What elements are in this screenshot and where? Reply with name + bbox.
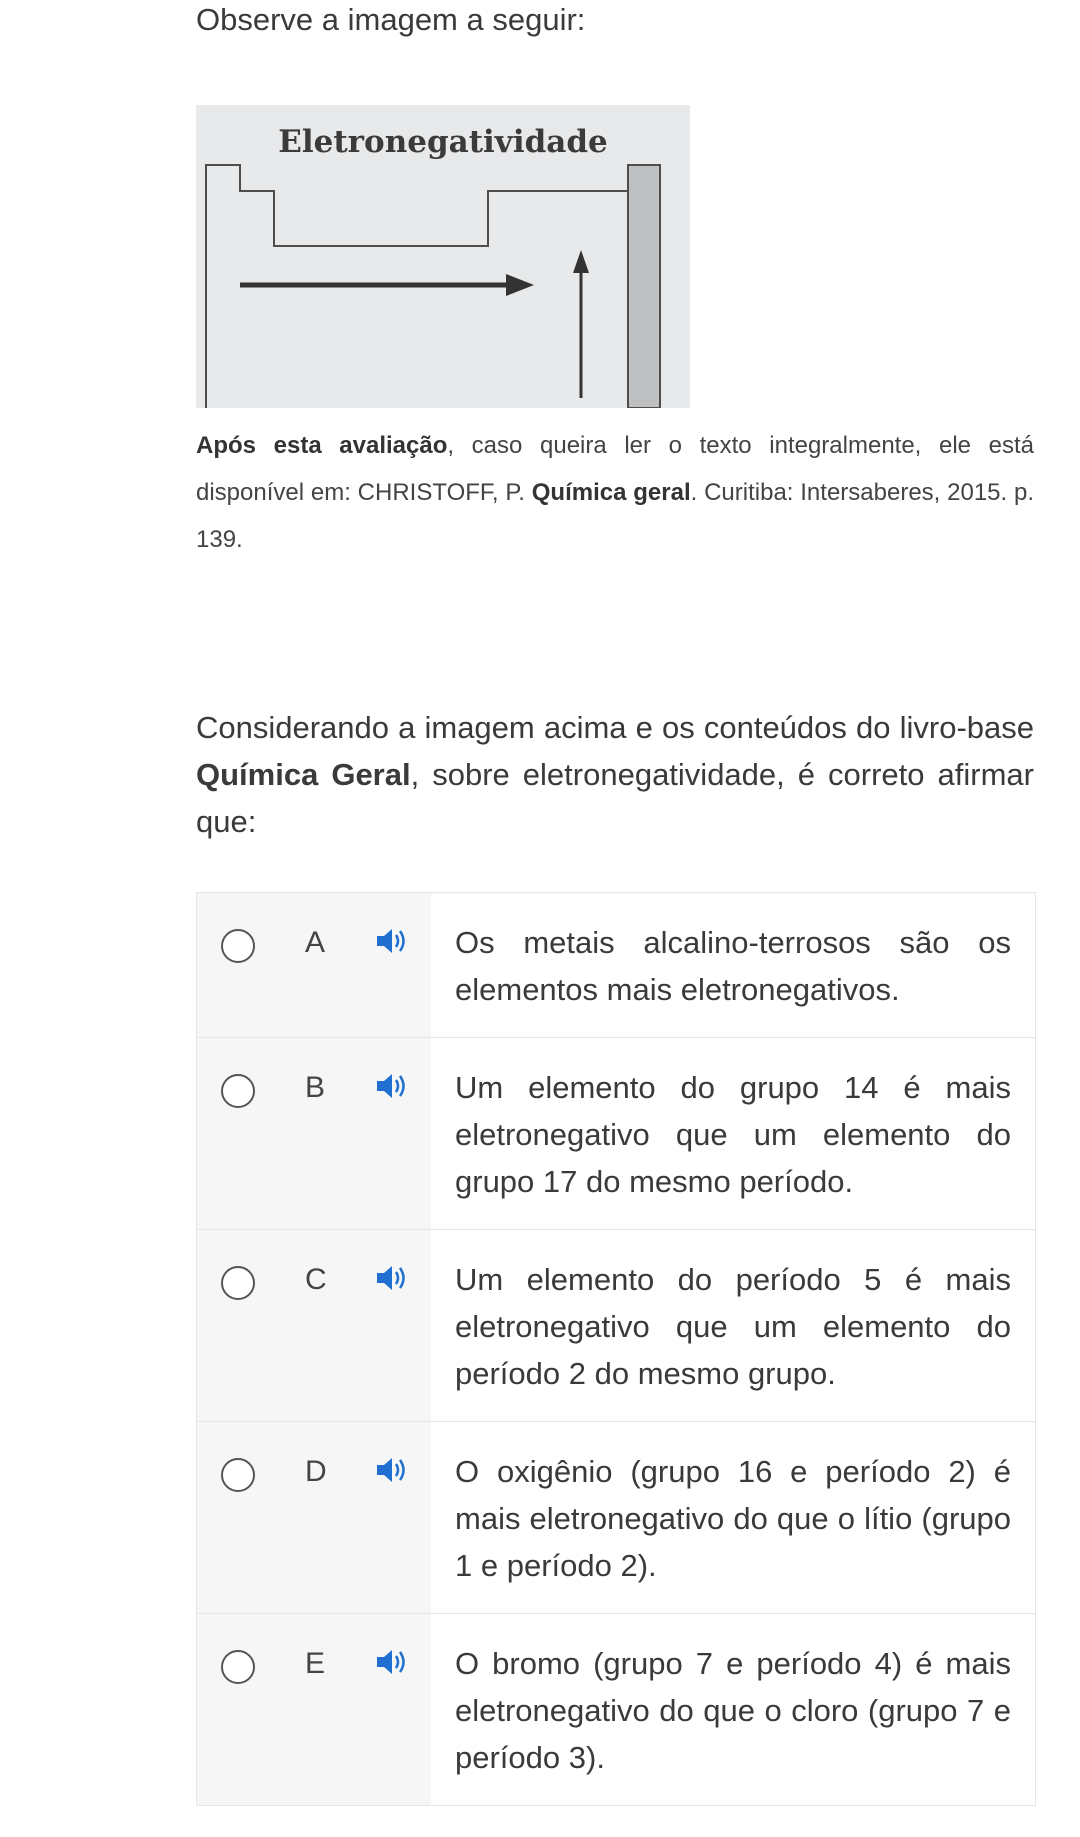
option-e-controls	[197, 1614, 431, 1805]
option-text[interactable]: Um elemento do período 5 é mais eletronegativo que um elemento do período 2 do mesmo grupo.	[431, 1230, 1035, 1421]
speaker-icon[interactable]	[375, 1071, 409, 1106]
option-letter: E	[305, 1647, 326, 1680]
noble-gas-column	[628, 165, 660, 408]
option-a-controls	[197, 893, 431, 1037]
source-lead: Após esta avaliação	[196, 432, 448, 459]
periodic-table-diagram	[196, 105, 690, 408]
question-statement	[196, 704, 1034, 845]
question-book-title: Química Geral	[196, 757, 411, 792]
answer-options	[196, 892, 1036, 1806]
electronegativity-figure	[196, 105, 690, 408]
option-c[interactable]	[197, 1230, 1035, 1422]
option-letter: A	[305, 926, 326, 959]
source-book-title: Química geral	[531, 479, 691, 506]
question-text-2: , sobre eletronegatividade, é correto afirmar que:	[196, 757, 1034, 839]
option-b-controls	[197, 1038, 431, 1229]
source-citation	[196, 422, 1034, 563]
speaker-icon[interactable]	[375, 926, 409, 961]
speaker-icon[interactable]	[375, 1263, 409, 1298]
figure-title: Eletronegatividade	[278, 124, 608, 160]
option-d-controls	[197, 1422, 431, 1613]
option-text[interactable]: Um elemento do grupo 14 é mais eletronegativo que um elemento do grupo 17 do mesmo período.	[431, 1038, 1035, 1229]
speaker-icon[interactable]	[375, 1647, 409, 1682]
option-b[interactable]	[197, 1038, 1035, 1230]
question-text-1: Considerando a imagem acima e os conteúdos do livro-base	[196, 710, 1034, 745]
option-d[interactable]	[197, 1422, 1035, 1614]
radio-icon[interactable]	[221, 1458, 255, 1492]
option-letter: D	[305, 1455, 327, 1488]
source-text-2: . Curitiba: Intersaberes, 2015. p. 139.	[196, 479, 1035, 553]
option-letter: C	[305, 1263, 327, 1296]
radio-icon[interactable]	[221, 1266, 255, 1300]
option-text[interactable]: Os metais alcalino-terrosos são os elementos mais eletronegativos.	[431, 893, 1035, 1037]
radio-icon[interactable]	[221, 929, 255, 963]
radio-icon[interactable]	[221, 1650, 255, 1684]
source-text-1: , caso queira ler o texto integralmente, ele está disponível em: CHRISTOFF, P.	[196, 432, 1034, 506]
radio-icon[interactable]	[221, 1074, 255, 1108]
option-c-controls	[197, 1230, 431, 1421]
speaker-icon[interactable]	[375, 1455, 409, 1490]
intro-text: Observe a imagem a seguir:	[196, 2, 586, 37]
option-e[interactable]	[197, 1614, 1035, 1806]
option-text[interactable]: O oxigênio (grupo 16 e período 2) é mais eletronegativo do que o lítio (grupo 1 e período 2).	[431, 1422, 1035, 1613]
option-a[interactable]	[197, 893, 1035, 1038]
option-text[interactable]: O bromo (grupo 7 e período 4) é mais eletronegativo do que o cloro (grupo 7 e período 3).	[431, 1614, 1035, 1805]
option-letter: B	[305, 1071, 326, 1104]
